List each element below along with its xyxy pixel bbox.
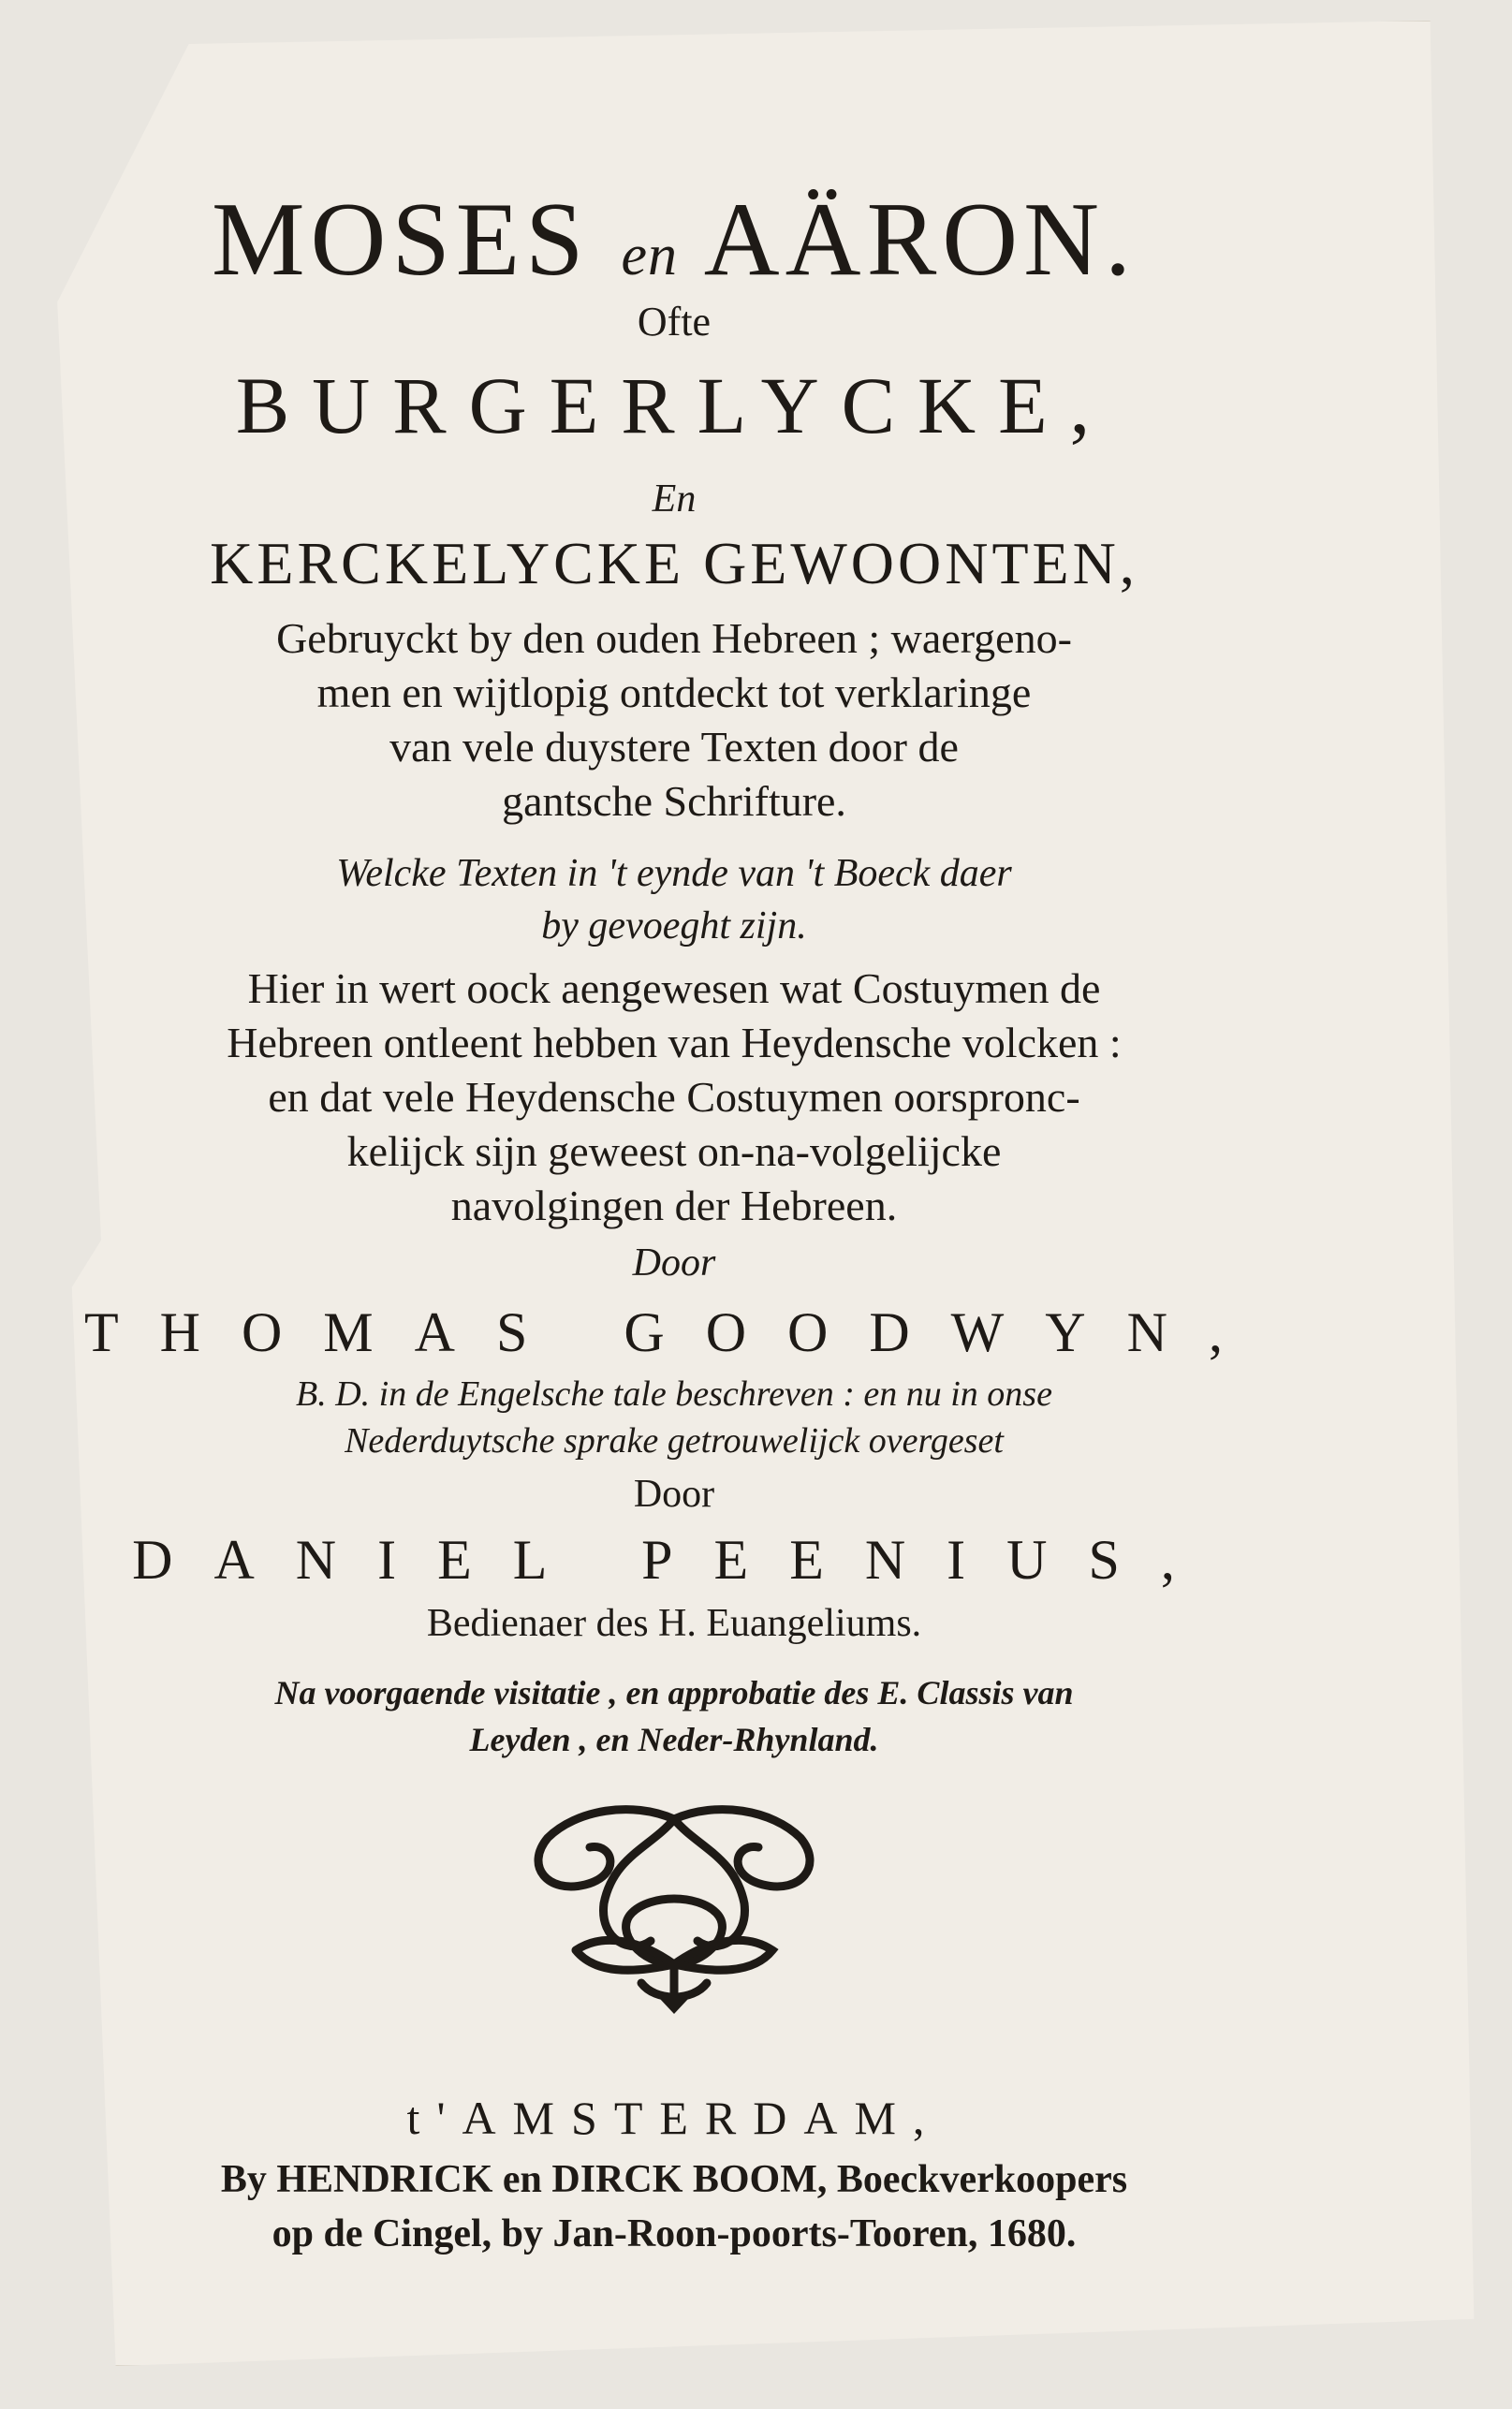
title-aaron: AÄRON. (703, 182, 1138, 298)
translator-title: Bedienaer des H. Euangeliums. (426, 1602, 922, 1645)
paragraph-line: Hebreen ontleent hebben van Heydensche volcken : (227, 1019, 1122, 1066)
author-note-line: B. D. in de Engelsche tale beschreven : en nu in onse (296, 1374, 1052, 1414)
italic-note-line: Welcke Texten in 't eynde van 't Boeck daer (336, 852, 1012, 895)
author-note-block (84, 1371, 1264, 1464)
imprint-line: By HENDRICK en DIRCK BOOM, Boeckverkoopers (220, 2158, 1128, 2201)
title-ofte: Ofte (637, 299, 712, 345)
description-line: Gebruyckt by den ouden Hebreen ; waergeno- (276, 614, 1072, 662)
paragraph-block (84, 962, 1264, 1233)
paragraph-line: navolgingen der Hebreen. (450, 1182, 898, 1229)
description-line: gantsche Schrifture. (502, 777, 846, 825)
approval-line: Leyden , en Neder-Rhynland. (469, 1721, 879, 1758)
floral-knot-ornament-icon (520, 1800, 829, 2016)
city-line: t'AMSTERDAM, (406, 2092, 942, 2144)
title-kerckelycke: KERCKELYCKE GEWOONTEN, (210, 530, 1138, 596)
paragraph-line: kelijck sijn geweest on-na-volgelijcke (346, 1127, 1002, 1175)
paragraph-line: Hier in wert oock aengewesen wat Costuymen de (247, 964, 1101, 1012)
title-connector: en (621, 224, 678, 287)
title-page (84, 182, 1264, 2261)
by-label-2: Door (633, 1473, 715, 1516)
italic-note-block (84, 847, 1264, 952)
italic-note-line: by gevoeght zijn. (541, 904, 807, 947)
imprint-block (84, 2152, 1264, 2261)
by-label-1: Door (632, 1241, 716, 1285)
description-block (84, 611, 1264, 829)
imprint-line: op de Cingel, by Jan-Roon-poorts-Tooren, 1680. (272, 2212, 1077, 2255)
title-moses: MOSES (211, 182, 590, 298)
title-burgerlycke: BURGERLYCKE, (235, 360, 1113, 450)
main-title (84, 182, 1264, 298)
author-name: THOMAS GOODWYN, (84, 1301, 1264, 1363)
translator-name: DANIEL PEENIUS, (132, 1529, 1216, 1591)
title-en: En (652, 477, 697, 521)
approval-block (84, 1669, 1264, 1763)
description-line: van vele duystere Texten door de (389, 723, 959, 771)
author-note-line: Nederduytsche sprake getrouwelijck overgeset (345, 1421, 1004, 1461)
approval-line: Na voorgaende visitatie , en approbatie des E. Classis van (274, 1674, 1074, 1711)
description-line: men en wijtlopig ontdeckt tot verklaringe (316, 668, 1032, 716)
paragraph-line: en dat vele Heydensche Costuymen oorspronc- (268, 1073, 1080, 1121)
